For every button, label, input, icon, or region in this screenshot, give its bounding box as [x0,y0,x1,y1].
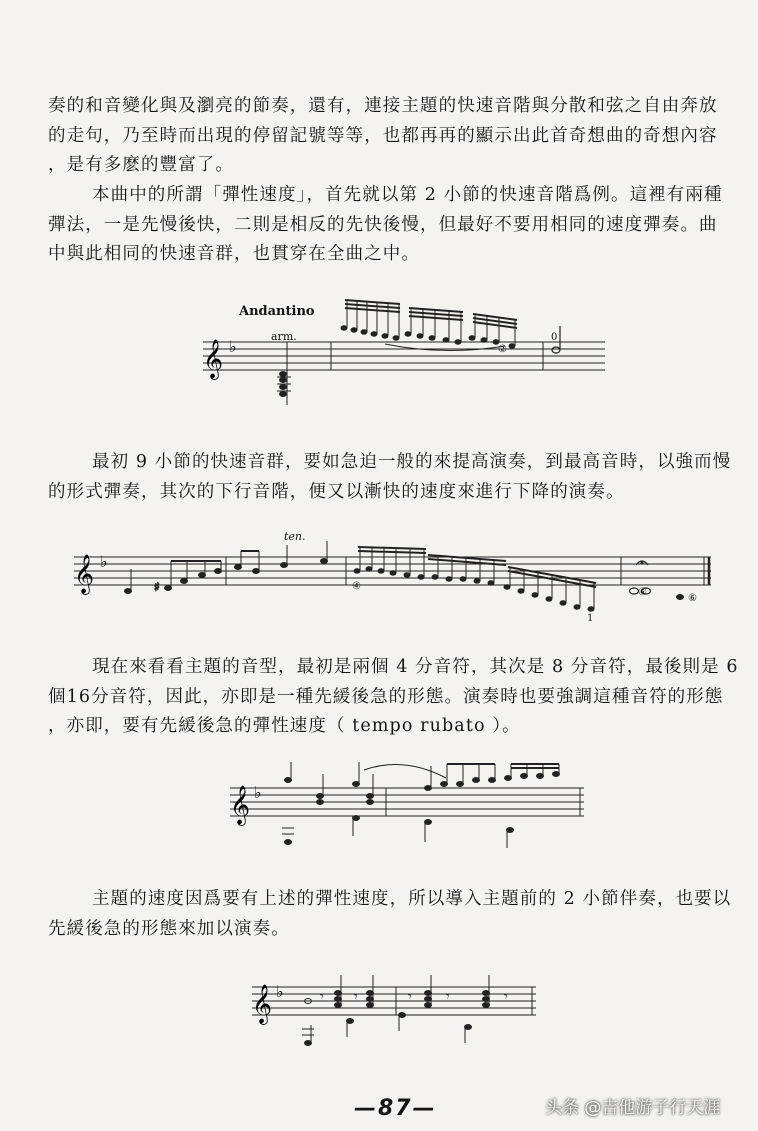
svg-text:𝄞: 𝄞 [74,554,95,594]
svg-text:𝄾: 𝄾 [320,989,324,1005]
fingering-number: 0 [551,332,558,343]
tempo-marking: Andantino [239,304,315,319]
staff-notation [224,758,594,853]
text-line: 個16分音符，因此，亦即是一種先緩後急的形態。演奏時也要強調這種音符的形態 [48,686,724,707]
text-line: 的形式彈奏，其次的下行音階，便又以漸快的速度來進行下降的演奏。 [48,481,625,502]
svg-text:♭: ♭ [100,552,108,571]
svg-text:𝄾: 𝄾 [504,989,508,1005]
music-example-4 [246,965,546,1055]
string-number: ⑥ [688,593,697,604]
watermark: 头条 @吉他游子行天涯 [545,1098,721,1118]
text-line: ，是有多麽的豐富了。 [48,155,234,175]
expression-marking: ten. [284,530,306,543]
string-number: ⑥ [638,587,647,598]
svg-text:𝄾: 𝄾 [408,989,412,1005]
paragraph-5 [48,885,738,944]
paragraph-1 [48,92,738,181]
paragraph-4 [48,653,738,742]
text-line: 最初 9 小節的快速音群，要如急迫一般的來提高演奏，到最高音時，以強而慢 [92,452,732,472]
svg-text:𝄞: 𝄞 [252,984,273,1024]
svg-text:𝄞: 𝄞 [230,785,251,825]
text-line: 奏的和音變化與及瀏亮的節奏，還有，連接主題的快速音階與分散和弦之自由奔放 [48,96,718,116]
technique-marking: arm. [271,330,297,343]
svg-text:♭: ♭ [229,337,237,356]
fingering-number: 1 [587,613,594,624]
paragraph-2 [48,181,738,270]
music-example-1 [195,290,615,420]
text-line: 的走句，乃至時而出現的停留記號等等，也都再再的顯示出此首奇想曲的奇想內容 [48,125,718,146]
text-line: 本曲中的所謂「彈性速度」，首先就以第 2 小節的快速音階爲例。這裡有兩種 [92,185,723,205]
staff-notation [246,965,546,1055]
svg-text:♯: ♯ [154,580,160,594]
staff-notation [66,525,716,630]
music-example-2 [66,525,716,630]
music-example-3 [224,758,594,853]
string-number: ④ [352,581,361,592]
text-line: 現在來看看主題的音型，最初是兩個 4 分音符，其次是 8 分音符，最後則是 6 [92,657,739,677]
text-line: 先緩後急的形態來加以演奏。 [48,918,290,939]
svg-text:♭: ♭ [276,982,284,1001]
text-line: 中與此相同的快速音群，也貫穿在全曲之中。 [48,244,420,264]
paragraph-3 [48,448,738,507]
text-line: 彈法，一是先慢後快，二則是相反的先快後慢，但最好不要用相同的速度彈奏。曲 [48,214,718,235]
svg-text:𝄾: 𝄾 [354,989,358,1005]
svg-text:𝄞: 𝄞 [203,339,224,379]
svg-text:♭: ♭ [254,783,262,802]
string-number: ② [498,344,507,355]
text-line: ，亦即，要有先緩後急的彈性速度（ tempo rubato ）。 [48,716,521,736]
svg-text:𝄾: 𝄾 [446,989,450,1005]
text-line: 主題的速度因爲要有上述的彈性速度，所以導入主題前的 2 小節伴奏，也要以 [92,889,732,909]
page-number: —87— [354,1096,437,1121]
